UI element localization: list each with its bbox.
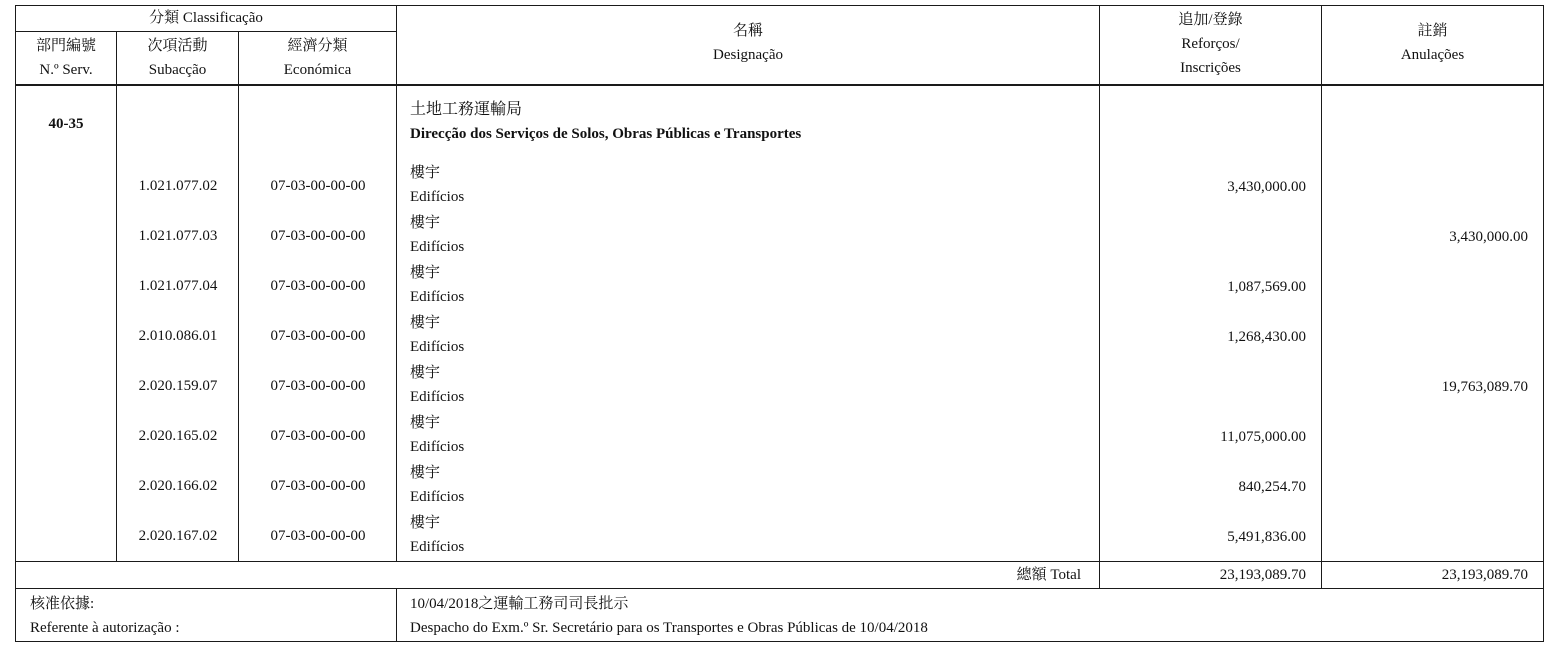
classificacao-header: 分類 Classificação (149, 10, 263, 26)
economica-cell: 07-03-00-00-00 (270, 328, 366, 344)
anulacoes-cell: 19,763,089.70 (1441, 379, 1528, 395)
subaccao-cell: 2.010.086.01 (138, 328, 218, 344)
designacao-zh-cell: 樓宇 (410, 165, 441, 181)
designacao-zh-cell: 樓宇 (410, 365, 441, 381)
table-row (0, 415, 1553, 465)
table-row (0, 265, 1553, 315)
designacao-zh-cell: 樓宇 (410, 315, 441, 331)
economica-header-pt: Económica (283, 62, 352, 78)
designacao-zh-cell: 樓宇 (410, 215, 441, 231)
economica-cell: 07-03-00-00-00 (270, 228, 366, 244)
department-name-pt: Direcção dos Serviços de Solos, Obras Públicas e Transportes (410, 126, 802, 142)
anulacoes-header-pt: Anulações (1400, 47, 1465, 63)
designacao-zh-cell: 樓宇 (410, 465, 441, 481)
department-name-zh: 土地工務運輸局 (410, 101, 523, 118)
designacao-pt-cell: Edifícios (410, 539, 465, 555)
economica-cell: 07-03-00-00-00 (270, 478, 366, 494)
dept-header-zh: 部門編號 (35, 38, 96, 54)
table-row (0, 315, 1553, 365)
total-anulacoes: 23,193,089.70 (1441, 567, 1528, 583)
economica-cell: 07-03-00-00-00 (270, 278, 366, 294)
authorization-label-zh: 核准依據: (30, 596, 95, 612)
table-row (0, 515, 1553, 565)
economica-cell: 07-03-00-00-00 (270, 428, 366, 444)
subaccao-header-pt: Subacção (148, 62, 207, 78)
economica-cell: 07-03-00-00-00 (270, 528, 366, 544)
designacao-pt-cell: Edifícios (410, 389, 465, 405)
economica-header-zh: 經濟分類 (287, 38, 348, 54)
reforcos-header-zh: 追加/登錄 (1178, 12, 1243, 28)
table-row (0, 165, 1553, 215)
subaccao-cell: 2.020.166.02 (138, 478, 218, 494)
designacao-pt-cell: Edifícios (410, 339, 465, 355)
subaccao-cell: 2.020.165.02 (138, 428, 218, 444)
reforcos-cell: 5,491,836.00 (1227, 529, 1306, 545)
total-label: 總額 Total (1016, 567, 1081, 583)
authorization-text-zh: 10/04/2018之運輸工務司司長批示 (410, 596, 629, 612)
subaccao-header-zh: 次項活動 (147, 38, 208, 54)
reforcos-cell: 11,075,000.00 (1220, 429, 1306, 445)
table-row (0, 215, 1553, 265)
designacao-pt-cell: Edifícios (410, 489, 465, 505)
reforcos-cell: 1,087,569.00 (1227, 279, 1306, 295)
reforcos-cell: 3,430,000.00 (1227, 179, 1306, 195)
designacao-header-pt: Designação (713, 47, 783, 63)
economica-cell: 07-03-00-00-00 (270, 178, 366, 194)
authorization-label-pt: Referente à autorização : (30, 620, 180, 636)
authorization-text-pt: Despacho do Exm.º Sr. Secretário para os Transportes e Obras Públicas de 10/04/2018 (410, 620, 928, 636)
designacao-pt-cell: Edifícios (410, 239, 465, 255)
reforcos-header-pt2: Inscrições (1180, 60, 1241, 76)
subaccao-cell: 1.021.077.02 (138, 178, 218, 194)
designacao-zh-cell: 樓宇 (410, 415, 441, 431)
reforcos-cell: 1,268,430.00 (1227, 329, 1306, 345)
designacao-pt-cell: Edifícios (410, 189, 465, 205)
table-row (0, 465, 1553, 515)
anulacoes-cell: 3,430,000.00 (1449, 229, 1528, 245)
designacao-header-zh: 名稱 (732, 23, 763, 39)
reforcos-cell: 840,254.70 (1238, 479, 1306, 495)
department-code: 40-35 (48, 116, 84, 132)
designacao-zh-cell: 樓宇 (410, 265, 441, 281)
subaccao-cell: 2.020.167.02 (138, 528, 218, 544)
economica-cell: 07-03-00-00-00 (270, 378, 366, 394)
subaccao-cell: 2.020.159.07 (138, 378, 218, 394)
subaccao-cell: 1.021.077.03 (138, 228, 218, 244)
anulacoes-header-zh: 註銷 (1417, 23, 1448, 39)
designacao-pt-cell: Edifícios (410, 439, 465, 455)
reforcos-header-pt1: Reforços/ (1181, 36, 1240, 52)
subaccao-cell: 1.021.077.04 (138, 278, 218, 294)
table-row (0, 365, 1553, 415)
total-reforcos: 23,193,089.70 (1219, 567, 1306, 583)
dept-header-pt: N.º Serv. (39, 62, 93, 78)
designacao-pt-cell: Edifícios (410, 289, 465, 305)
designacao-zh-cell: 樓宇 (410, 515, 441, 531)
